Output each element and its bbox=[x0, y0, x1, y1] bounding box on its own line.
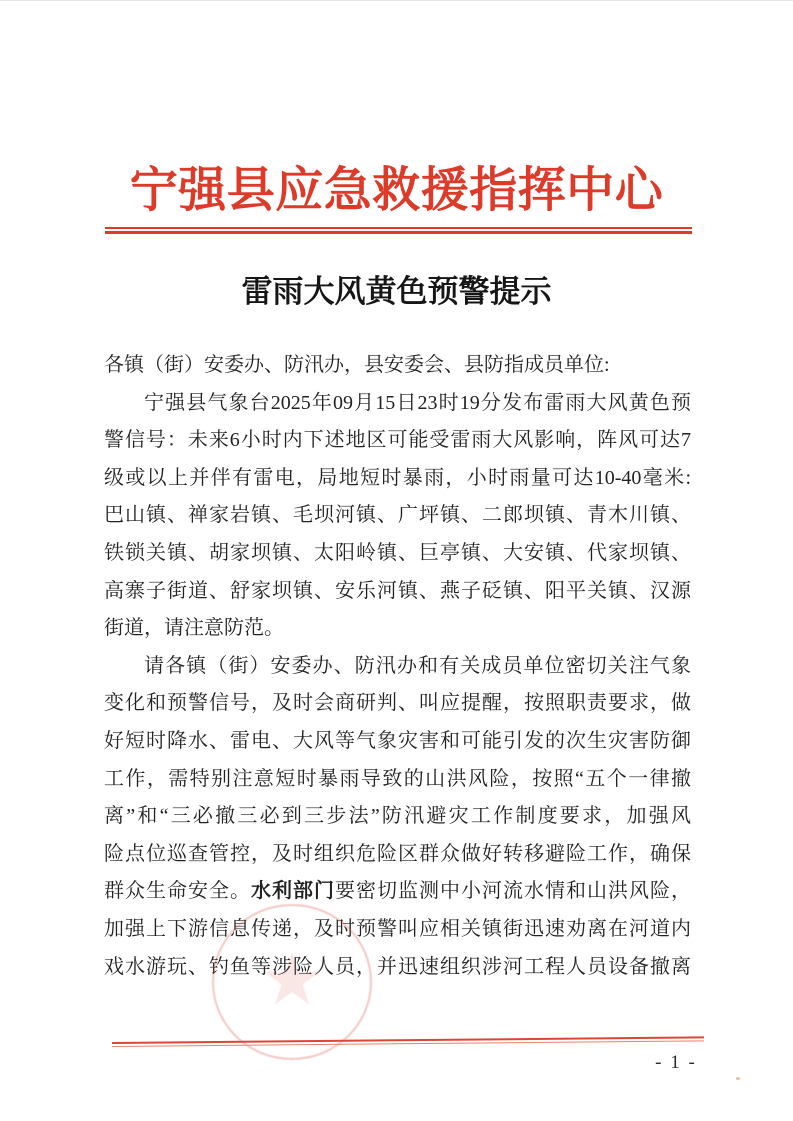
body-text: 离”和“三必撤三必到三步法”防汛避灾工作制度要求，加强风 bbox=[104, 805, 691, 828]
body-line bbox=[104, 685, 691, 723]
official-seal-stamp bbox=[212, 904, 372, 1060]
body-line bbox=[104, 798, 691, 836]
footer-red-rule bbox=[112, 1036, 704, 1047]
seal-star-icon: ★ bbox=[259, 940, 325, 1020]
page-number: - 1 - bbox=[655, 1052, 697, 1073]
body-line bbox=[104, 347, 691, 385]
body-text: 好短时降水、雷电、大风等气象灾害和可能引发的次生灾害防御 bbox=[104, 729, 691, 752]
body-text: 巴山镇、禅家岩镇、毛坝河镇、广坪镇、二郎坝镇、青木川镇、 bbox=[104, 504, 691, 527]
body-line bbox=[104, 573, 691, 611]
body-text: 铁锁关镇、胡家坝镇、太阳岭镇、巨亭镇、大安镇、代家坝镇、 bbox=[104, 541, 691, 564]
body-text: 变化和预警信号，及时会商研判、叫应提醒，按照职责要求，做 bbox=[104, 692, 691, 715]
body-text: 街道，请注意防范。 bbox=[104, 617, 284, 640]
body-text: 戏水游玩、钓鱼等涉险人员，并迅速组织涉河工程人员设备撤离 bbox=[104, 955, 691, 978]
body-line bbox=[104, 422, 691, 460]
body-text: 要密切监测中小河流水情和山洪风险， bbox=[335, 880, 691, 903]
body-text: 加强上下游信息传递，及时预警叫应相关镇街迅速劝离在河道内 bbox=[104, 917, 691, 940]
body-line bbox=[104, 610, 691, 648]
document-title: 雷雨大风黄色预警提示 bbox=[241, 274, 552, 309]
body-line bbox=[104, 949, 691, 987]
body-text: 险点位巡查管控，及时组织危险区群众做好转移避险工作，确保 bbox=[104, 842, 691, 865]
body-text: 级或以上并伴有雷电，局地短时暴雨，小时雨量可达10-40毫米: bbox=[104, 466, 691, 489]
body-line bbox=[104, 497, 691, 535]
body-text: 高寨子街道、舒家坝镇、安乐河镇、燕子砭镇、阳平关镇、汉源 bbox=[104, 579, 691, 602]
body-line bbox=[104, 648, 691, 686]
body-line bbox=[104, 385, 691, 423]
body-text: 各镇（街）安委办、防汛办，县安委会、县防指成员单位: bbox=[104, 354, 610, 376]
body-line bbox=[104, 873, 691, 911]
body-text: 工作，需特别注意短时暴雨导致的山洪风险，按照“五个一律撤 bbox=[104, 767, 691, 790]
body-text: 警信号：未来6小时内下述地区可能受雷雨大风影响，阵风可达7 bbox=[104, 429, 691, 452]
red-letterhead-org-name: 宁强县应急救援指挥中心 bbox=[129, 164, 664, 217]
body-text: 请各镇（街）安委办、防汛办和有关成员单位密切关注气象 bbox=[144, 654, 691, 677]
scan-artifact-dot bbox=[736, 1077, 740, 1080]
body-line bbox=[104, 836, 691, 874]
body-line bbox=[104, 761, 691, 799]
body-text: 宁强县气象台2025年09月15日23时19分发布雷雨大风黄色预 bbox=[144, 391, 691, 414]
document-body bbox=[104, 347, 691, 986]
body-line bbox=[104, 723, 691, 761]
body-text-bold: 水利部门 bbox=[251, 880, 335, 903]
scan-top-edge bbox=[0, 0, 793, 1]
body-line bbox=[104, 535, 691, 573]
body-text: 群众生命安全。 bbox=[104, 880, 251, 903]
header-red-double-rule bbox=[105, 227, 692, 234]
body-line bbox=[104, 911, 691, 949]
body-line bbox=[104, 460, 691, 498]
